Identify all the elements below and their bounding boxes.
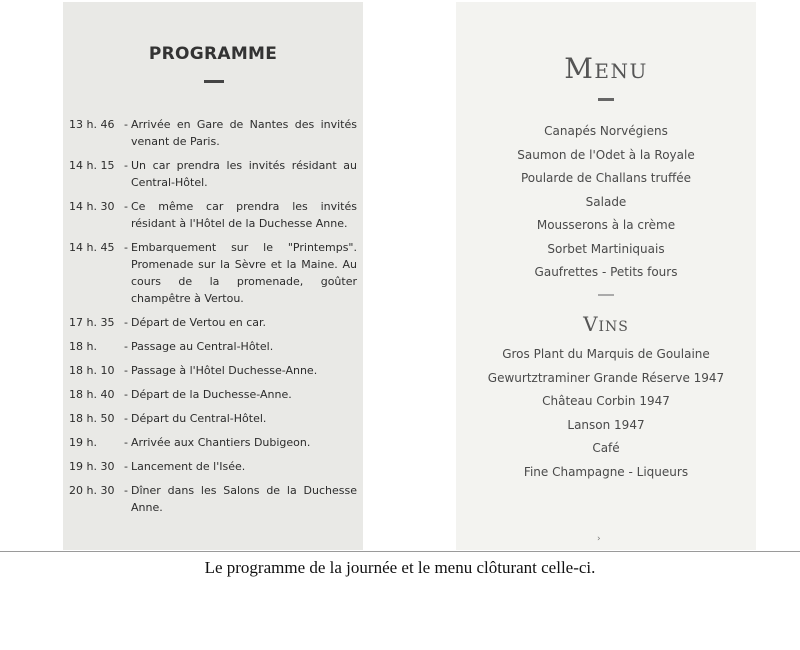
schedule-time: 14 h. 15 [69, 159, 115, 172]
schedule-separator: - [124, 200, 128, 213]
schedule-time: 18 h. [69, 340, 97, 353]
schedule-separator: - [124, 484, 128, 497]
wine-list [456, 343, 756, 484]
schedule-separator: - [124, 118, 128, 131]
menu-wine: Fine Champagne - Liqueurs [523, 464, 689, 479]
schedule-time: 18 h. 10 [69, 364, 115, 377]
schedule-row [69, 314, 357, 331]
schedule-row [69, 458, 357, 475]
schedule-row [69, 116, 357, 150]
programme-title: PROGRAMME [148, 44, 278, 64]
schedule-description: Arrivée en Gare de Nantes des invités venant de Paris. [131, 118, 357, 148]
schedule-description: Départ du Central-Hôtel. [131, 412, 267, 425]
schedule-separator: - [124, 388, 128, 401]
programme-title-dash [204, 80, 224, 83]
schedule-time: 19 h. 30 [69, 460, 115, 473]
menu-wine: Gewurtztraminer Grande Réserve 1947 [487, 370, 725, 385]
menu-dish: Sorbet Martiniquais [547, 241, 665, 256]
schedule-row [69, 434, 357, 451]
schedule-description: Passage au Central-Hôtel. [131, 340, 274, 353]
schedule-description: Départ de la Duchesse-Anne. [131, 388, 292, 401]
menu-title-dash [598, 98, 614, 101]
schedule-description: Dîner dans les Salons de la Duchesse Anne. [131, 484, 357, 514]
schedule-description: Arrivée aux Chantiers Dubigeon. [131, 436, 311, 449]
caption-divider [0, 551, 800, 552]
schedule-time: 14 h. 30 [69, 200, 115, 213]
schedule-time: 19 h. [69, 436, 97, 449]
menu-dish: Saumon de l'Odet à la Royale [517, 147, 695, 162]
schedule-time: 13 h. 46 [69, 118, 115, 131]
schedule-row [69, 362, 357, 379]
programme-schedule [69, 116, 357, 523]
schedule-description: Embarquement sur le "Printemps". Promenade sur la Sèvre et la Maine. Au cours de la promenade, goûter champêtre à Vertou. [131, 241, 357, 305]
schedule-time: 17 h. 35 [69, 316, 115, 329]
schedule-separator: - [124, 364, 128, 377]
dish-list [456, 120, 756, 285]
schedule-separator: - [124, 460, 128, 473]
menu-wine: Château Corbin 1947 [542, 394, 670, 408]
menu-dish: Mousserons à la crème [536, 218, 676, 232]
schedule-row [69, 410, 357, 427]
menu-card [456, 2, 756, 550]
schedule-description: Un car prendra les invités résidant au Central-Hôtel. [131, 159, 357, 189]
schedule-separator: - [124, 340, 128, 353]
schedule-row [69, 338, 357, 355]
schedule-row [69, 482, 357, 516]
schedule-separator: - [124, 412, 128, 425]
figure-caption: Le programme de la journée et le menu clôturant celle-ci. [204, 558, 596, 577]
schedule-separator: - [124, 316, 128, 329]
schedule-separator: - [124, 159, 128, 172]
menu-section-dash [598, 294, 614, 296]
schedule-row [69, 157, 357, 191]
schedule-row [69, 198, 357, 232]
schedule-separator: - [124, 436, 128, 449]
schedule-row [69, 239, 357, 307]
programme-card [63, 2, 363, 550]
menu-wine: Gros Plant du Marquis de Goulaine [502, 347, 710, 361]
menu-dish: Gaufrettes - Petits fours [534, 265, 678, 279]
menu-dish: Canapés Norvégiens [544, 124, 668, 138]
schedule-time: 18 h. 40 [69, 388, 115, 401]
schedule-description: Ce même car prendra les invités résidant à l'Hôtel de la Duchesse Anne. [131, 200, 357, 230]
menu-wine: Café [592, 441, 620, 455]
menu-dish: Salade [585, 194, 627, 209]
schedule-description: Départ de Vertou en car. [131, 316, 267, 329]
wines-title: Vins [583, 312, 629, 336]
schedule-description: Lancement de l'Isée. [131, 460, 246, 473]
schedule-time: 14 h. 45 [69, 241, 115, 254]
schedule-separator: - [124, 241, 128, 254]
menu-dish: Poularde de Challans truffée [520, 171, 692, 185]
menu-footer-mark: › [597, 534, 601, 544]
schedule-time: 20 h. 30 [69, 484, 115, 497]
schedule-time: 18 h. 50 [69, 412, 115, 425]
menu-title: Menu [564, 52, 648, 85]
menu-wine: Lanson 1947 [567, 417, 645, 432]
schedule-description: Passage à l'Hôtel Duchesse-Anne. [131, 364, 318, 377]
schedule-row [69, 386, 357, 403]
